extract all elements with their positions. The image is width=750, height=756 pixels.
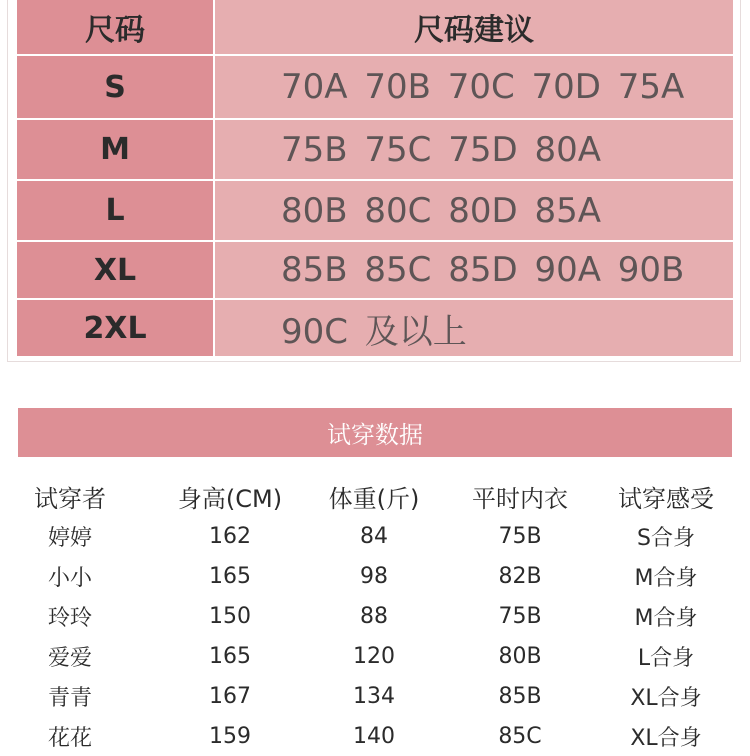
weight-cell: 98: [360, 563, 388, 589]
table-row: [18, 516, 732, 556]
weight-cell: 120: [353, 643, 395, 669]
height-cell: 165: [209, 643, 251, 669]
height-cell: 150: [209, 603, 251, 629]
tester-name: 青青: [47, 685, 92, 711]
size-chart: [17, 0, 733, 356]
fit-cell: M合身: [634, 605, 698, 631]
table-row: [18, 636, 732, 676]
tester-name: 爱爱: [47, 645, 92, 671]
column-header-tester: 试穿者: [34, 484, 106, 513]
table-row: [18, 716, 732, 756]
trial-data-title: 试穿数据: [18, 408, 732, 457]
column-header-usual-bra: 平时内衣: [472, 484, 568, 513]
column-header-height: 身高(CM): [177, 484, 283, 513]
size-label: L: [17, 181, 213, 240]
height-cell: 165: [209, 563, 251, 589]
size-label: M: [17, 120, 213, 179]
tester-name: 花花: [47, 725, 92, 751]
size-label: 2XL: [17, 300, 213, 356]
fit-cell: S合身: [637, 525, 695, 551]
trial-table-header: [18, 476, 732, 516]
size-recommendation: 80B 80C 80D 85A: [215, 181, 733, 240]
fit-cell: M合身: [634, 565, 698, 591]
size-label: XL: [17, 242, 213, 298]
recommendation-column-header: 尺码建议: [215, 0, 733, 54]
size-row-s: [17, 56, 733, 118]
size-recommendation: 90C 及以上: [215, 300, 733, 356]
usual-bra-cell: 75B: [498, 603, 542, 629]
size-row-l: [17, 181, 733, 240]
size-chart-header: [17, 0, 733, 54]
fit-cell: XL合身: [630, 685, 702, 711]
usual-bra-cell: 85B: [498, 683, 542, 709]
size-recommendation: 75B 75C 75D 80A: [215, 120, 733, 179]
tester-name: 玲玲: [47, 605, 92, 631]
size-recommendation: 70A 70B 70C 70D 75A: [215, 56, 733, 118]
weight-cell: 134: [353, 683, 395, 709]
size-row-xl: [17, 242, 733, 298]
height-cell: 167: [209, 683, 251, 709]
usual-bra-cell: 85C: [498, 723, 542, 749]
height-cell: 162: [209, 523, 251, 549]
table-row: [18, 596, 732, 636]
usual-bra-cell: 75B: [498, 523, 542, 549]
fit-cell: XL合身: [630, 725, 702, 751]
table-row: [18, 556, 732, 596]
fit-cell: L合身: [637, 645, 695, 671]
height-cell: 159: [209, 723, 251, 749]
column-header-weight: 体重(斤): [328, 484, 420, 513]
size-recommendation: 85B 85C 85D 90A 90B: [215, 242, 733, 298]
size-row-m: [17, 120, 733, 179]
tester-name: 小小: [47, 565, 92, 591]
tester-name: 婷婷: [47, 525, 92, 551]
size-column-header: 尺码: [17, 0, 213, 54]
size-row-2xl: [17, 300, 733, 356]
usual-bra-cell: 82B: [498, 563, 542, 589]
usual-bra-cell: 80B: [498, 643, 542, 669]
weight-cell: 88: [360, 603, 388, 629]
column-header-fit: 试穿感受: [618, 484, 714, 513]
weight-cell: 140: [353, 723, 395, 749]
size-label: S: [17, 56, 213, 118]
table-row: [18, 676, 732, 716]
weight-cell: 84: [360, 523, 388, 549]
